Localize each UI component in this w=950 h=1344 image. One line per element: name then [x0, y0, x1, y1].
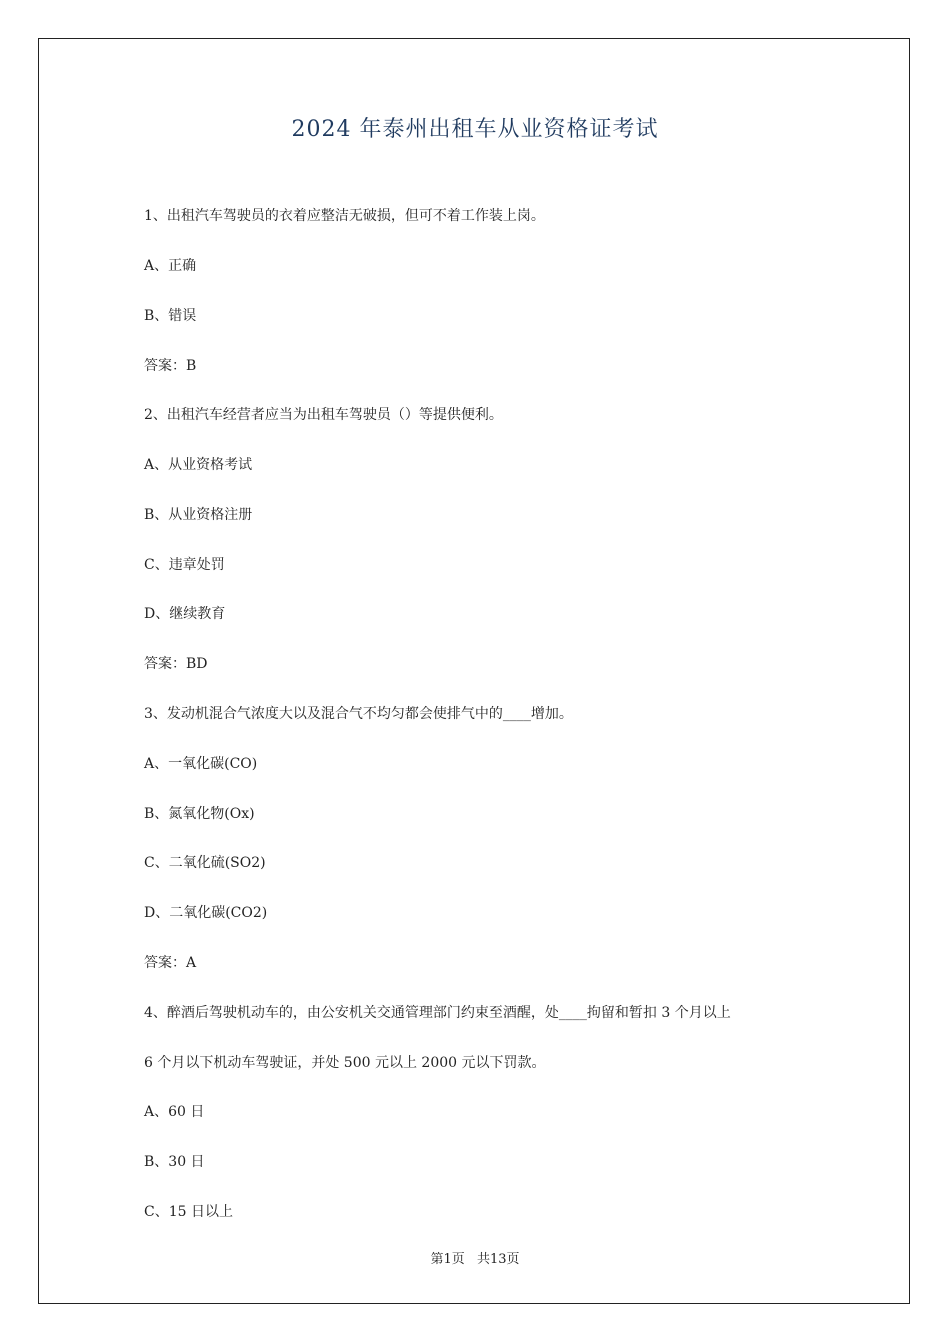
question-1-text: 1、出租汽车驾驶员的衣着应整洁无破损，但可不着工作装上岗。: [144, 208, 545, 224]
question-2-option-a: A、从业资格考试: [144, 457, 253, 473]
page-total: 共13页: [476, 1252, 520, 1267]
question-4-option-c: C、15 日以上: [144, 1204, 233, 1220]
question-2-option-b: B、从业资格注册: [144, 507, 253, 523]
question-2-text: 2、出租汽车经营者应当为出租车驾驶员（）等提供便利。: [144, 407, 503, 423]
question-2-option-c: C、违章处罚: [144, 557, 225, 573]
question-1-option-a: A、正确: [144, 258, 197, 274]
question-4-option-a: A、60 日: [144, 1104, 205, 1120]
question-3-option-a: A、一氧化碳(CO): [144, 756, 258, 772]
question-3-answer: 答案：A: [144, 955, 197, 971]
page-footer: [0, 1248, 950, 1267]
question-1-option-b: B、错误: [144, 308, 197, 324]
question-3-option-b: B、氮氧化物(Ox): [144, 806, 255, 822]
question-4-text: 4、醉酒后驾驶机动车的，由公安机关交通管理部门约束至酒醒，处____拘留和暂扣 3 个月以上: [144, 1005, 731, 1021]
question-3-text: 3、发动机混合气浓度大以及混合气不均匀都会使排气中的____增加。: [144, 706, 573, 722]
question-3-option-c: C、二氧化硫(SO2): [144, 855, 266, 871]
document-title: 2024 年泰州出租车从业资格证考试: [291, 117, 659, 142]
question-1-answer: 答案：B: [144, 358, 197, 374]
page-number: 第1页: [430, 1252, 465, 1267]
question-3-option-d: D、二氧化碳(CO2): [144, 905, 268, 921]
question-4-option-b: B、30 日: [144, 1154, 205, 1170]
question-4-text-continued: 6 个月以下机动车驾驶证，并处 500 元以上 2000 元以下罚款。: [144, 1055, 546, 1071]
question-2-answer: 答案：BD: [144, 656, 208, 672]
question-2-option-d: D、继续教育: [144, 606, 226, 622]
